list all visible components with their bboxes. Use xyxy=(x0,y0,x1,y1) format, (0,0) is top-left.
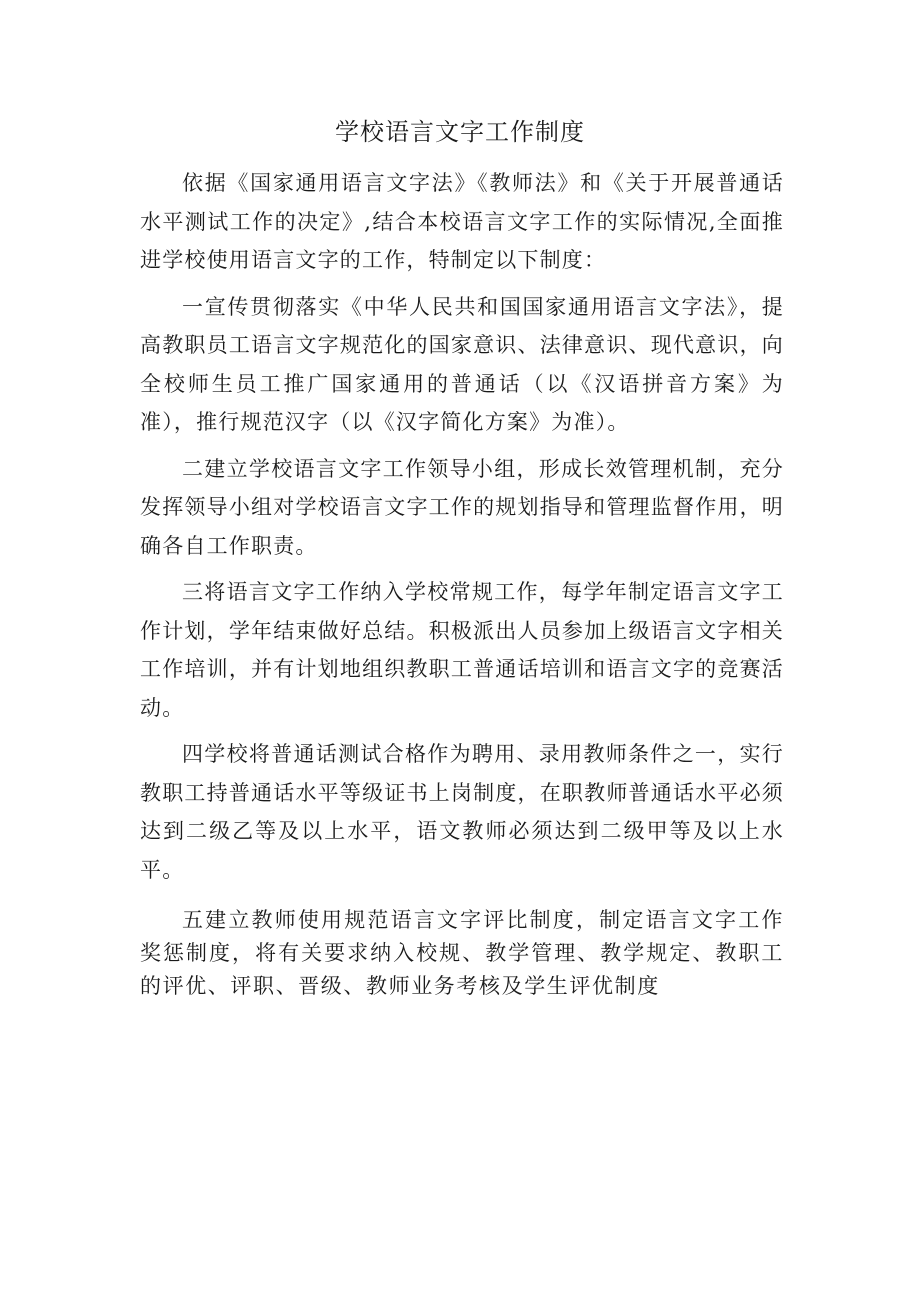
paragraph-item-1: 一宣传贯彻落实《中华人民共和国国家通用语言文字法》，提高教职员工语言文字规范化的国家意识、法律意识、现代意识，向全校师生员工推广国家通用的普通话（以《汉语拼音方案》为准），推行规范汉字（以《汉字简化方案》为准）。 xyxy=(140,294,784,434)
paragraph-item-4: 四学校将普通话测试合格作为聘用、录用教师条件之一，实行教职工持普通话水平等级证书上岗制度，在职教师普通话水平必须达到二级乙等及以上水平，语文教师必须达到二级甲等及以上水平。 xyxy=(140,742,784,882)
paragraph-item-2: 二建立学校语言文字工作领导小组，形成长效管理机制，充分发挥领导小组对学校语言文字工作的规划指导和管理监督作用，明确各自工作职责。 xyxy=(140,456,784,558)
paragraph-item-3: 三将语言文字工作纳入学校常规工作，每学年制定语言文字工作计划，学年结束做好总结。积极派出人员参加上级语言文字相关工作培训，并有计划地组织教职工普通话培训和语言文字的竞赛活动。 xyxy=(140,580,784,720)
paragraph-intro: 依据《国家通用语言文字法》《教师法》和《关于开展普通话水平测试工作的决定》,结合本校语言文字工作的实际情况,全面推进学校使用语言文字的工作，特制定以下制度： xyxy=(140,171,784,272)
document-body xyxy=(140,164,784,1003)
document-title: 学校语言文字工作制度 xyxy=(335,118,585,146)
paragraph-item-5: 五建立教师使用规范语言文字评比制度，制定语言文字工作奖惩制度，将有关要求纳入校规、教学管理、教学规定、教职工的评优、评职、晋级、教师业务考核及学生评优制度 xyxy=(140,908,784,998)
